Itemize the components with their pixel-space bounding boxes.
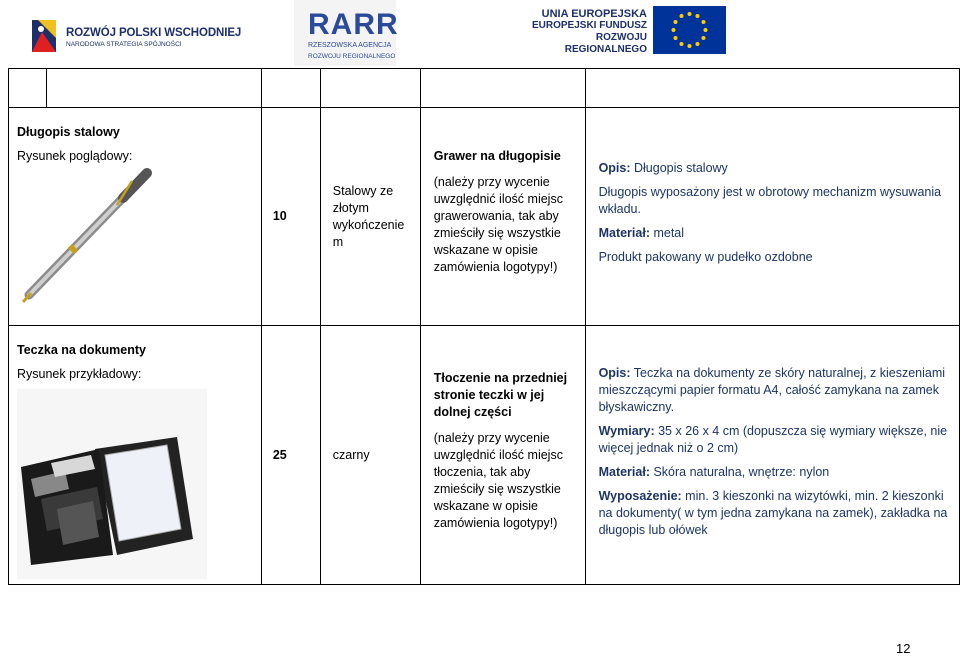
description-cell [585, 108, 959, 326]
desc-wyposazenie-value: min. 3 kieszonki na wizytówki, min. 2 kieszonki na dokumenty( w tym jedna zamykana na zamek), zakładka na długopis lub ołówek [598, 488, 948, 537]
rps-title: ROZWÓJ POLSKI WSCHODNIEJ [66, 27, 242, 39]
rarr-subtitle-1: RZESZOWSKA AGENCJA [308, 42, 392, 49]
engraving-note: (należy przy wycenie uwzględnić ilość miejsc tłoczenia, tak aby zmieściły się wszystkie wskazane w opisie zamówienia logotypy!) [433, 430, 563, 530]
engraving-note: (należy przy wycenie uwzględnić ilość miejsc grawerowania, tak aby zmieściły się wszystkie wskazane w opisie zamówienia logotypy!) [433, 175, 563, 274]
engraving-title: Tłoczenie na przedniej stronie teczki w jej dolnej części [433, 370, 568, 419]
steel-pen-image [17, 167, 167, 307]
quantity: 10 [261, 108, 320, 326]
description-cell [585, 326, 959, 585]
desc-material-value: metal [649, 226, 685, 240]
eu-flag-icon [653, 6, 726, 54]
desc-wymiary-label: Wymiary: [598, 423, 655, 438]
table-row [9, 326, 960, 585]
eu-logo [517, 6, 727, 55]
eu-line-1: UNIA EUROPEJSKA [541, 8, 647, 20]
rarr-logo [294, 0, 399, 66]
product-cell [9, 326, 262, 585]
page-header [0, 0, 960, 68]
desc-wymiary-value: 35 x 26 x 4 cm (dopuszcza się wymiary większe, nie więcej jednak niż o 2 cm) [598, 423, 948, 455]
desc-material-label: Materiał: [598, 464, 650, 479]
products-table [8, 68, 960, 585]
color-cell: czarny [320, 326, 420, 585]
rps-emblem-icon [30, 16, 60, 56]
table-header-row [9, 69, 960, 108]
eu-line-2: EUROPEJSKI FUNDUSZ [531, 20, 647, 31]
quantity: 25 [261, 326, 320, 585]
table-row [9, 108, 960, 326]
desc-opis-value: Teczka na dokumenty ze skóry naturalnej, z kieszeniami mieszczącymi papier formatu A4, całość zamykana na zamek błyskawiczny. [598, 365, 946, 414]
rarr-subtitle-2: ROZWOJU REGIONALNEGO [308, 53, 396, 60]
engraving-cell [420, 326, 585, 585]
product-name: Teczka na dokumenty [17, 343, 146, 357]
rarr-title: RARR [308, 8, 399, 41]
engraving-title: Grawer na długopisie [433, 149, 561, 163]
page-number: 12 [896, 641, 911, 656]
desc-mechanism: Długopis wyposażony jest w obrotowy mechanizm wysuwania wkładu. [598, 185, 942, 216]
desc-packaging: Produkt pakowany w pudełko ozdobne [598, 250, 813, 264]
product-name: Długopis stalowy [17, 125, 120, 139]
document-folder-image [17, 389, 207, 579]
desc-opis-label: Opis: [598, 161, 631, 175]
engraving-cell [420, 108, 585, 326]
eu-text [517, 8, 647, 56]
eu-line-3: ROZWOJU REGIONALNEGO [564, 32, 647, 55]
rozwoj-polski-wschodniej-logo [30, 16, 242, 56]
color-cell: Stalowy ze złotym wykończenie m [320, 108, 420, 326]
image-label: Rysunek poglądowy: [17, 149, 133, 163]
desc-wyposazenie-label: Wyposażenie: [598, 488, 682, 503]
desc-material-value: Skóra naturalna, wnętrze: nylon [649, 464, 830, 479]
desc-opis-value: Długopis stalowy [630, 161, 728, 175]
desc-material-label: Materiał: [598, 226, 650, 240]
desc-opis-label: Opis: [598, 365, 631, 380]
rps-subtitle: NARODOWA STRATEGIA SPÓJNOŚCI [66, 41, 182, 48]
image-label: Rysunek przykładowy: [17, 367, 142, 381]
product-cell [9, 108, 262, 326]
